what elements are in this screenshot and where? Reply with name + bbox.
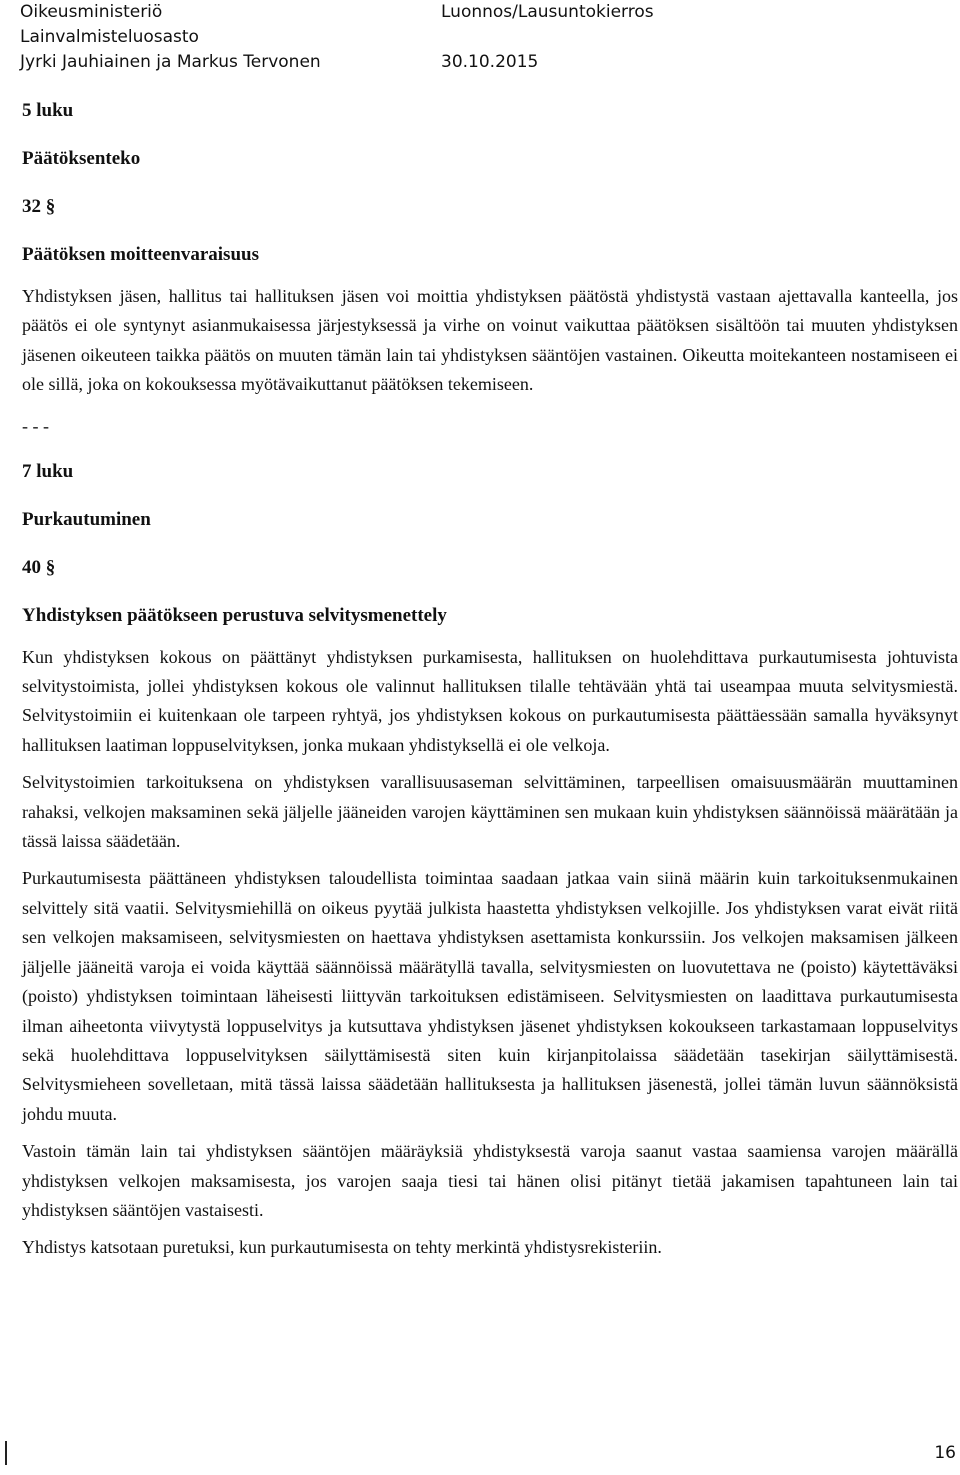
header-row-1 xyxy=(20,0,940,25)
section-32-number: 32 § xyxy=(22,196,56,217)
section-32-title: Päätöksen moitteenvaraisuus xyxy=(22,244,259,265)
header-authors: Jyrki Jauhiainen ja Markus Tervonen xyxy=(20,52,321,72)
section-40-paragraph-2: Selvitystoimien tarkoituksena on yhdistyksen varallisuusaseman selvittäminen, tarpeellisen omaisuusmäärän muuttaminen rahaksi, velkojen maksaminen sekä jäljelle jääneiden varojen käyttäminen sen mukaan kuin yhdistyksen säännöissä määrätään ja tässä laissa säädetään. xyxy=(22,772,958,852)
section-40-paragraph-1: Kun yhdistyksen kokous on päättänyt yhdistyksen purkamisesta, hallituksen on huolehdittava purkautumisesta johtuvista selvitystoimista, jollei yhdistyksen kokous ole valinnut hallituksen tilalle tehtävään yhtä tai useampaa muuta selvitysmiestä. Selvitystoimiin ei kuitenkaan ole tarpeen ryhtyä, jos yhdistyksen kokous on purkautumisesta päättäessään samalla hyväksynyt hallituksen laatiman loppuselvityksen, jonka mukaan yhdistyksellä ei ole velkoja. xyxy=(22,646,958,755)
header-date: 30.10.2015 xyxy=(441,52,539,72)
chapter-5-title: Päätöksenteko xyxy=(22,148,141,169)
margin-bar xyxy=(5,1441,7,1465)
section-40-paragraph-5: Yhdistys katsotaan puretuksi, kun purkautumisesta on tehty merkintä yhdistysrekisteriin. xyxy=(22,1237,662,1258)
header-status: Luonnos/Lausuntokierros xyxy=(441,2,654,22)
header-ministry: Oikeusministeriö xyxy=(20,2,163,22)
header-row-2 xyxy=(20,25,940,50)
document-header xyxy=(20,0,940,75)
chapter-7-title: Purkautuminen xyxy=(22,508,151,530)
header-row-3 xyxy=(20,50,940,75)
omission-separator: - - - xyxy=(22,415,49,436)
page-number: 16 xyxy=(934,1443,956,1463)
section-40-paragraph-3: Purkautumisesta päättäneen yhdistyksen taloudellista toimintaa saadaan jatkaa vain siinä määrin kuin tarkoituksenmukainen selvittely sitä vaatii. Selvitysmiehillä on oikeus pyytää julkista haastetta yhdistyksen velkojille. Jos yhdistyksen varat eivät riitä sen velkojen maksamiseen, selvitysmiesten on haettava yhdistyksen asettamista konkurssiin. Jos velkojen maksamisen jälkeen jäljelle jääneitä varoja ei voida käyttää säännöissä määrätyllä tavalla, selvitysmiesten on luovutettava ne (poisto) käytettäväksi (poisto) yhdistyksen toimintaan läheisesti liittyvän tarkoituksen edistämiseen. Selvitysmiesten on laadittava purkautumisesta ilman aiheetonta viivytystä loppuselvitys ja kutsuttava yhdistyksen jäsenet yhdistyksen kokoukseen tarkastamaan loppuselvitys sekä huolehdittava loppuselvityksen säilyttämisestä siten kuin kirjanpitolaissa säädetään tasekirjan säilyttämisestä. Selvitysmieheen sovelletaan, mitä tässä laissa säädetään hallituksesta ja hallituksen jäsenestä, jollei tämän luvun säännöksistä johdu muuta. xyxy=(22,868,958,1124)
chapter-7-label: 7 luku xyxy=(22,460,74,482)
section-40-number: 40 § xyxy=(22,556,56,578)
section-40-title: Yhdistyksen päätökseen perustuva selvitysmenettely xyxy=(22,604,447,626)
section-32-paragraph: Yhdistyksen jäsen, hallitus tai hallituksen jäsen voi moittia yhdistyksen päätöstä yhdistystä vastaan ajettavalla kanteella, jos päätös ei ole syntynyt asianmukaisessa järjestyksessä ja virhe on voinut vaikuttaa päätöksen sisältöön tai muuten yhdistyksen jäsenen oikeuteen taikka päätös on muuten tämän lain tai yhdistyksen sääntöjen vastainen. Oikeutta moitekanteen nostamiseen ei ole sillä, joka on kokouksessa myötävaikuttanut päätöksen tekemiseen. xyxy=(22,286,958,395)
document-body xyxy=(22,96,958,1263)
header-department: Lainvalmisteluosasto xyxy=(20,27,199,47)
section-40-paragraph-4: Vastoin tämän lain tai yhdistyksen sääntöjen määräyksiä yhdistyksestä varoja saanut vastaa saamiensa varojen määrällä yhdistyksen velkojen maksamisesta, jos varojen saaja tiesi tai hänen olisi pitänyt tietää jakamisen tapahtuneen lain tai yhdistyksen sääntöjen vastaisesti. xyxy=(22,1141,958,1220)
chapter-5-label: 5 luku xyxy=(22,100,74,121)
